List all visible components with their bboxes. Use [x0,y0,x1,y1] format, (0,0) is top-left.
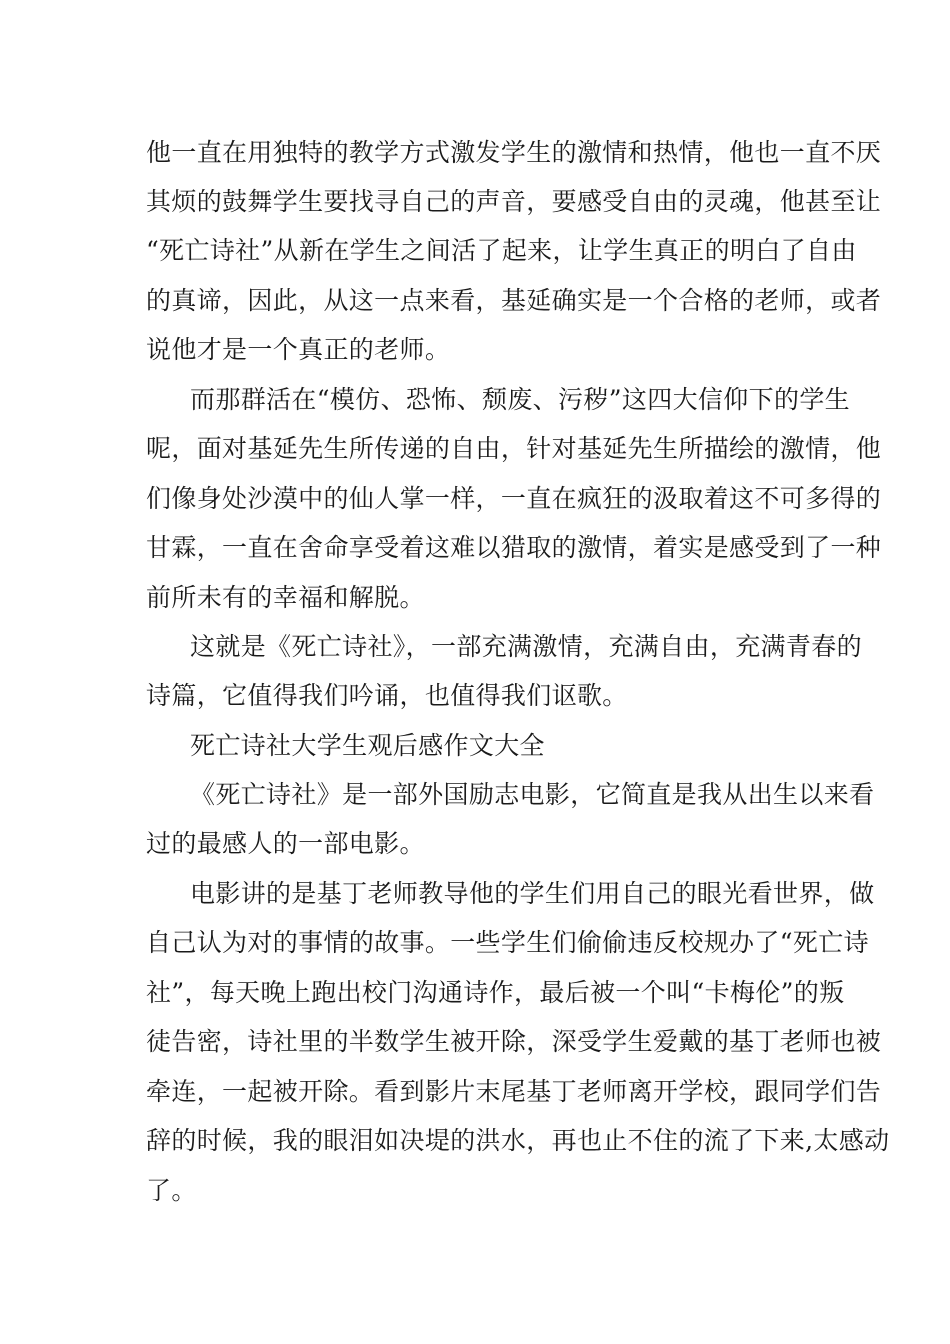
text-line: 过的最感人的一部电影。 [146,829,425,858]
text-line: 他一直在用独特的教学方式激发学生的激情和热情，他也一直不厌 [146,138,882,167]
text-line: 自己认为对的事情的故事。一些学生们偷偷违反校规办了“死亡诗 [146,928,869,957]
paragraph-start-line: 《死亡诗社》是一部外国励志电影，它简直是我从出生以来看 [190,780,875,809]
paragraph-start-line: 而那群活在“模仿、恐怖、颓废、污秽”这四大信仰下的学生 [190,385,851,414]
text-line: 社”，每天晚上跑出校门沟通诗作，最后被一个叫“卡梅伦”的叛 [146,978,845,1007]
paragraph-start-line: 电影讲的是基丁老师教导他的学生们用自己的眼光看世界，做 [190,879,875,908]
text-line: 其烦的鼓舞学生要找寻自己的声音，要感受自由的灵魂，他甚至让 [146,187,882,216]
text-line: 诗篇，它值得我们吟诵，也值得我们讴歌。 [146,681,628,710]
text-line: 的真谛，因此，从这一点来看，基延确实是一个合格的老师，或者 [146,286,882,315]
section-heading: 死亡诗社大学生观后感作文大全 [190,731,545,760]
paragraph-start-line: 这就是《死亡诗社》，一部充满激情，充满自由，充满青春的 [190,632,862,661]
text-line: 甘霖，一直在舍命享受着这难以猎取的激情，着实是感受到了一种 [146,533,882,562]
text-line: 呢，面对基延先生所传递的自由，针对基延先生所描绘的激情，他 [146,434,882,463]
text-line: 辞的时候，我的眼泪如决堤的洪水，再也止不住的流了下来,太感动 [146,1126,890,1155]
text-line: 了。 [146,1176,197,1205]
text-line: “死亡诗社”从新在学生之间活了起来，让学生真正的明白了自由 [146,236,857,265]
text-line: 徒告密，诗社里的半数学生被开除，深受学生爱戴的基丁老师也被 [146,1027,882,1056]
text-line: 们像身处沙漠中的仙人掌一样，一直在疯狂的汲取着这不可多得的 [146,484,882,513]
text-line: 牵连，一起被开除。看到影片末尾基丁老师离开学校，跟同学们告 [146,1077,882,1106]
text-line: 说他才是一个真正的老师。 [146,335,451,364]
text-line: 前所未有的幸福和解脱。 [146,583,425,612]
